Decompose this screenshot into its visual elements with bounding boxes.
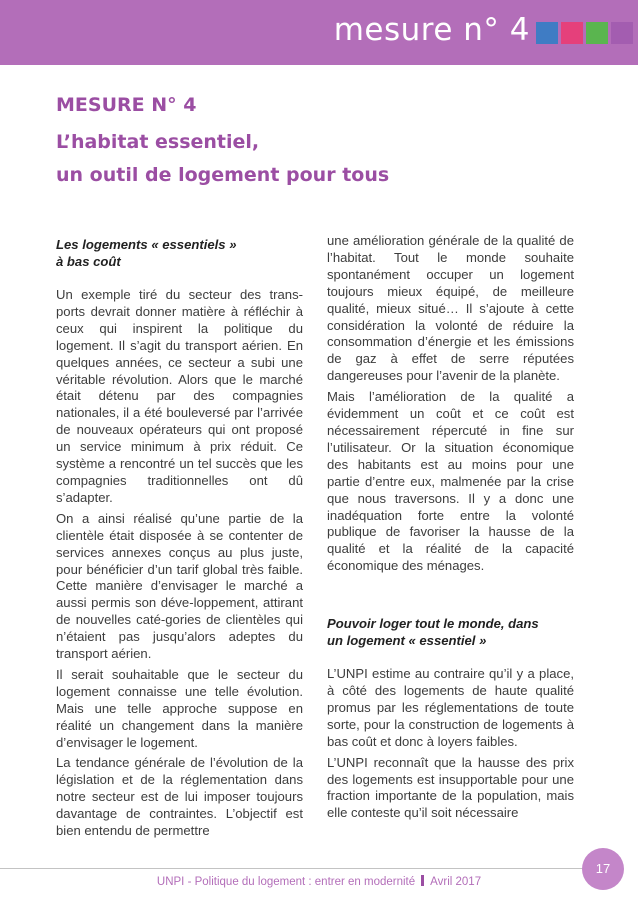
footer-separator (421, 875, 424, 886)
measure-label: MESURE N° 4 (56, 94, 197, 116)
purple-square (611, 22, 633, 44)
main-title-line-1: L’habitat essentiel, (56, 131, 260, 153)
footer-text (0, 875, 638, 888)
page-number: 17 (582, 848, 624, 890)
main-title-line-2: un outil de logement pour tous (56, 164, 390, 186)
paragraph: La tendance générale de l’évolution de la législation et de la réglementation dans notre secteur est de lui imposer toujours davantage de contraintes. L’objectif est bien entendu de permettre (56, 755, 303, 839)
section-title-low-cost (56, 236, 303, 270)
footer-divider (0, 868, 586, 869)
header-title: mesure n° 4 (333, 12, 530, 48)
pink-square (561, 22, 583, 44)
left-column (56, 236, 303, 844)
paragraph: On a ainsi réalisé qu’une partie de la clientèle était disposée à se contenter de services annexes conçus au plus juste, pour bénéficier d’un tarif global très faible. Cette manière d’envisager le marché a aussi permis son déve-loppement, attirant de nouvelles caté-gories de clientèles qui n’étaient pas jusqu’alors adeptes du transport aérien. (56, 510, 303, 662)
paragraph: Il serait souhaitable que le secteur du logement connaisse une telle évolution. Mais une telle approche suppose en réalité un changement dans la manière d’envisager le logement. (56, 666, 303, 750)
paragraph: L’UNPI reconnaît que la hausse des prix des logements est insupportable pour une fraction importante de la population, mais elle conteste qu’il soit nécessaire (327, 754, 574, 821)
blue-square (536, 22, 558, 44)
main-title (56, 126, 389, 192)
paragraph: Mais l’amélioration de la qualité a évidemment un coût et ce coût est nécessairement répercuté in fine sur l’utilisateur. Or la situation économique des habitants est au moins pour une partie d’entre eux, malmenée par la crise que nous traversons. Il y a donc une inadéquation forte entre la volonté publique de favoriser la hausse de la qualité et la réalité de la capacité économique des ménages. (327, 389, 574, 574)
paragraph: Un exemple tiré du secteur des trans-ports devrait donner matière à réfléchir à ceux qui inspirent la politique du logement. Il s’agit du transport aérien. En quelques années, ce secteur a subi une véritable révolution. Alors que le marché était détenu par des compagnies nationales, il a été bouleversé par l’arrivée de nouveaux opérateurs qui ont proposé un service minimum à prix réduit. Ce système a rencontré un tel succès que les compagnies traditionnelles ont dû s’adapter. (56, 287, 303, 505)
section-title-line-2: un logement « essentiel » (327, 633, 487, 649)
section-title-line-1: Les logements « essentiels » (56, 237, 237, 252)
paragraph: L’UNPI estime au contraire qu’il y a place, à côté des logements de haute qualité promus par les réglementations de toute sorte, pour la construction de logements à bas coût et donc à loyers faibles. (327, 666, 574, 749)
section-title-line-1: Pouvoir loger tout le monde, dans (327, 616, 539, 632)
right-column (327, 233, 574, 826)
section-title-essential-housing (327, 615, 574, 649)
footer-date: Avril 2017 (430, 876, 482, 888)
section-title-line-2: à bas coût (56, 254, 121, 269)
paragraph: une amélioration générale de la qualité de l’habitat. Tout le monde souhaite spontanément occuper un logement toujours mieux équipé, de meilleure qualité, mieux situé… Il s’ajoute à cette considération la volonté de réduire la consommation d’énergie et les émissions de gaz à effet de serre réputées dangereuses pour l’avenir de la planète. (327, 233, 574, 384)
footer-publication: UNPI - Politique du logement : entrer en modernité (156, 876, 416, 888)
green-square (586, 22, 608, 44)
